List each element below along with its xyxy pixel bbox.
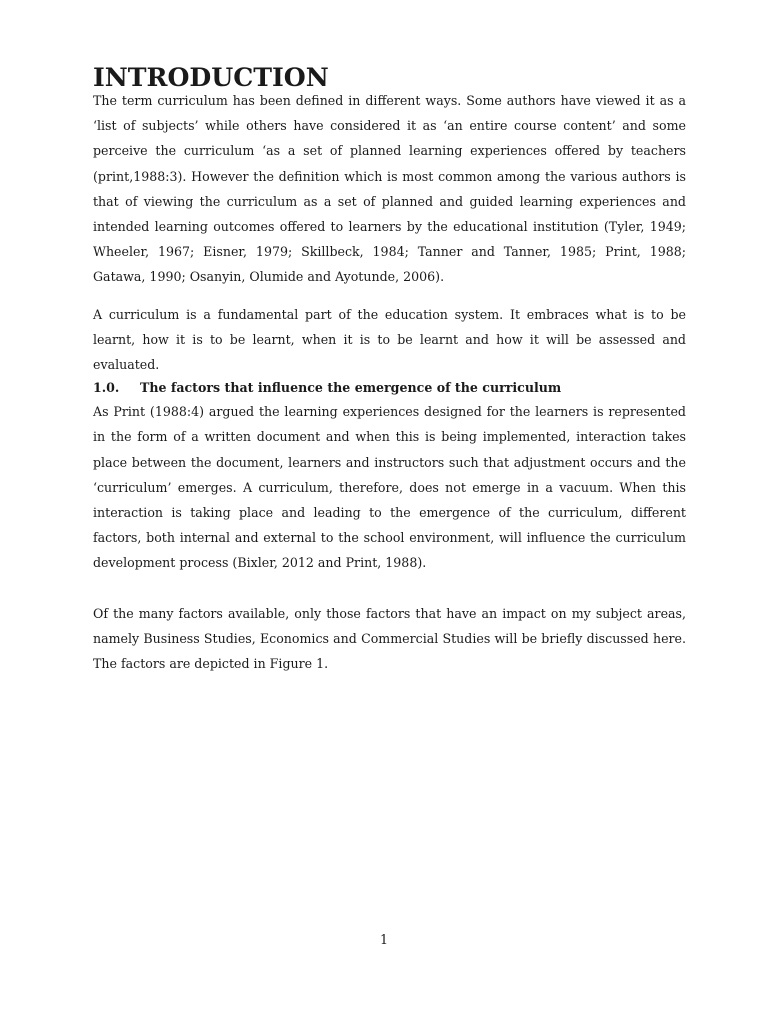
section-number: 1.0. <box>93 380 120 396</box>
page-number: 1 <box>379 932 388 947</box>
section-paragraph-factors: Of the many factors available, only those factors that have an impact on my subject areas, namely Business Studies, Economics and Commercial Studies will be briefly discussed here. The factors are depicted in Figure 1. <box>93 605 686 672</box>
document-body <box>93 62 686 676</box>
introduction-heading: INTRODUCTION <box>93 62 329 92</box>
section-title: The factors that influence the emergence of the curriculum <box>140 380 562 396</box>
section-heading <box>93 377 686 399</box>
section-paragraph-print: As Print (1988:4) argued the learning experiences designed for the learners is represented in the form of a written document and when this is being implemented, interaction takes place between the document, learners and instructors such that adjustment occurs and the ‘curriculum’ emerges. A curriculum, therefore, does not emerge in a vacuum. When this interaction is taking place and leading to the emergence of the curriculum, different factors, both internal and external to the school environment, will influence the curriculum development process (Bixler, 2012 and Print, 1988). <box>93 404 686 571</box>
intro-paragraph-fundamental: A curriculum is a fundamental part of the education system. It embraces what is to be learnt, how it is to be learnt, when it is to be learnt and how it will be assessed and evaluated. <box>93 306 686 373</box>
intro-paragraph-definitions: The term curriculum has been defined in different ways. Some authors have viewed it as a ‘list of subjects’ while others have considered it as ‘an entire course content’ and some perceive the curriculum ‘as a set of planned learning experiences offered by teachers (print,1988:3). However the definition which is most common among the various authors is that of viewing the curriculum as a set of planned and guided learning experiences and intended learning outcomes offered to learners by the educational institution (Tyler, 1949; Wheeler, 1967; Eisner, 1979; Skillbeck, 1984; Tanner and Tanner, 1985; Print, 1988; Gatawa, 1990; Osanyin, Olumide and Ayotunde, 2006). <box>93 93 686 285</box>
